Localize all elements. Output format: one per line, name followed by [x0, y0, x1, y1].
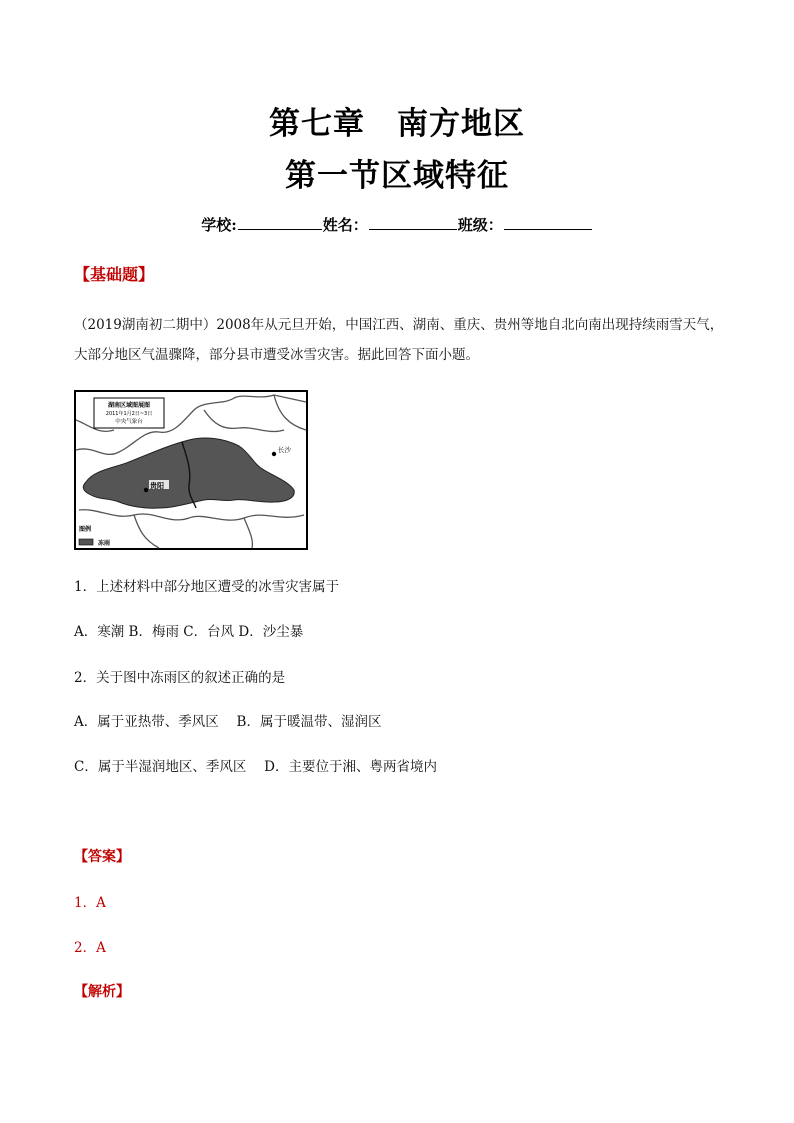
- city-label-guiyang: 贵阳: [150, 482, 164, 490]
- city-label-changsha: 长沙: [278, 446, 291, 454]
- legend-date: 2011年1月2日~3日: [105, 411, 153, 417]
- map-legend-label: 图例: [79, 526, 92, 533]
- answer-section-tag: 【答案】: [74, 849, 130, 865]
- freezing-rain-map: [74, 390, 308, 550]
- question-1-options: A．寒潮 B．梅雨 C．台风 D．沙尘暴: [74, 624, 304, 640]
- section-title: 第一节区域特征: [285, 158, 509, 194]
- question-material: （2019湖南初二期中）2008年从元旦开始，中国江西、湖南、重庆、贵州等地自北向南出现持续雨雪天气，大部分地区气温骤降，部分县市遭受冰雪灾害。据此回答下面小题。: [74, 317, 724, 363]
- answer-2: 2．A: [74, 940, 106, 956]
- legend-source: 中央气象台: [115, 419, 143, 425]
- basic-section-tag: 【基础题】: [74, 265, 155, 284]
- legend-title: 湖南区域图展图: [107, 402, 151, 409]
- guiyang-marker: [144, 488, 148, 492]
- class-field[interactable]: [504, 215, 592, 230]
- school-label: 学校:: [201, 216, 237, 234]
- student-info-line: [0, 214, 794, 235]
- question-1-stem: 1．上述材料中部分地区遭受的冰雪灾害属于: [74, 579, 340, 595]
- name-field[interactable]: [369, 215, 457, 230]
- class-label: 班级：: [457, 216, 503, 234]
- changsha-marker: [272, 452, 276, 456]
- question-2-stem: 2．关于图中冻雨区的叙述正确的是: [74, 670, 286, 686]
- legend-swatch: [79, 539, 93, 545]
- map-legend-item: 冻雨: [98, 540, 111, 547]
- analysis-section-tag: 【解析】: [74, 984, 130, 1000]
- school-field[interactable]: [238, 215, 322, 230]
- answer-1: 1．A: [74, 895, 106, 911]
- chapter-title: 第七章 南方地区: [269, 106, 525, 142]
- name-label: 姓名：: [322, 216, 368, 234]
- question-2-options-line-2: C．属于半湿润地区、季风区 D．主要位于湘、粤两省境内: [74, 759, 437, 775]
- question-2-options-line-1: A．属于亚热带、季风区 B．属于暖温带、湿润区: [74, 714, 382, 730]
